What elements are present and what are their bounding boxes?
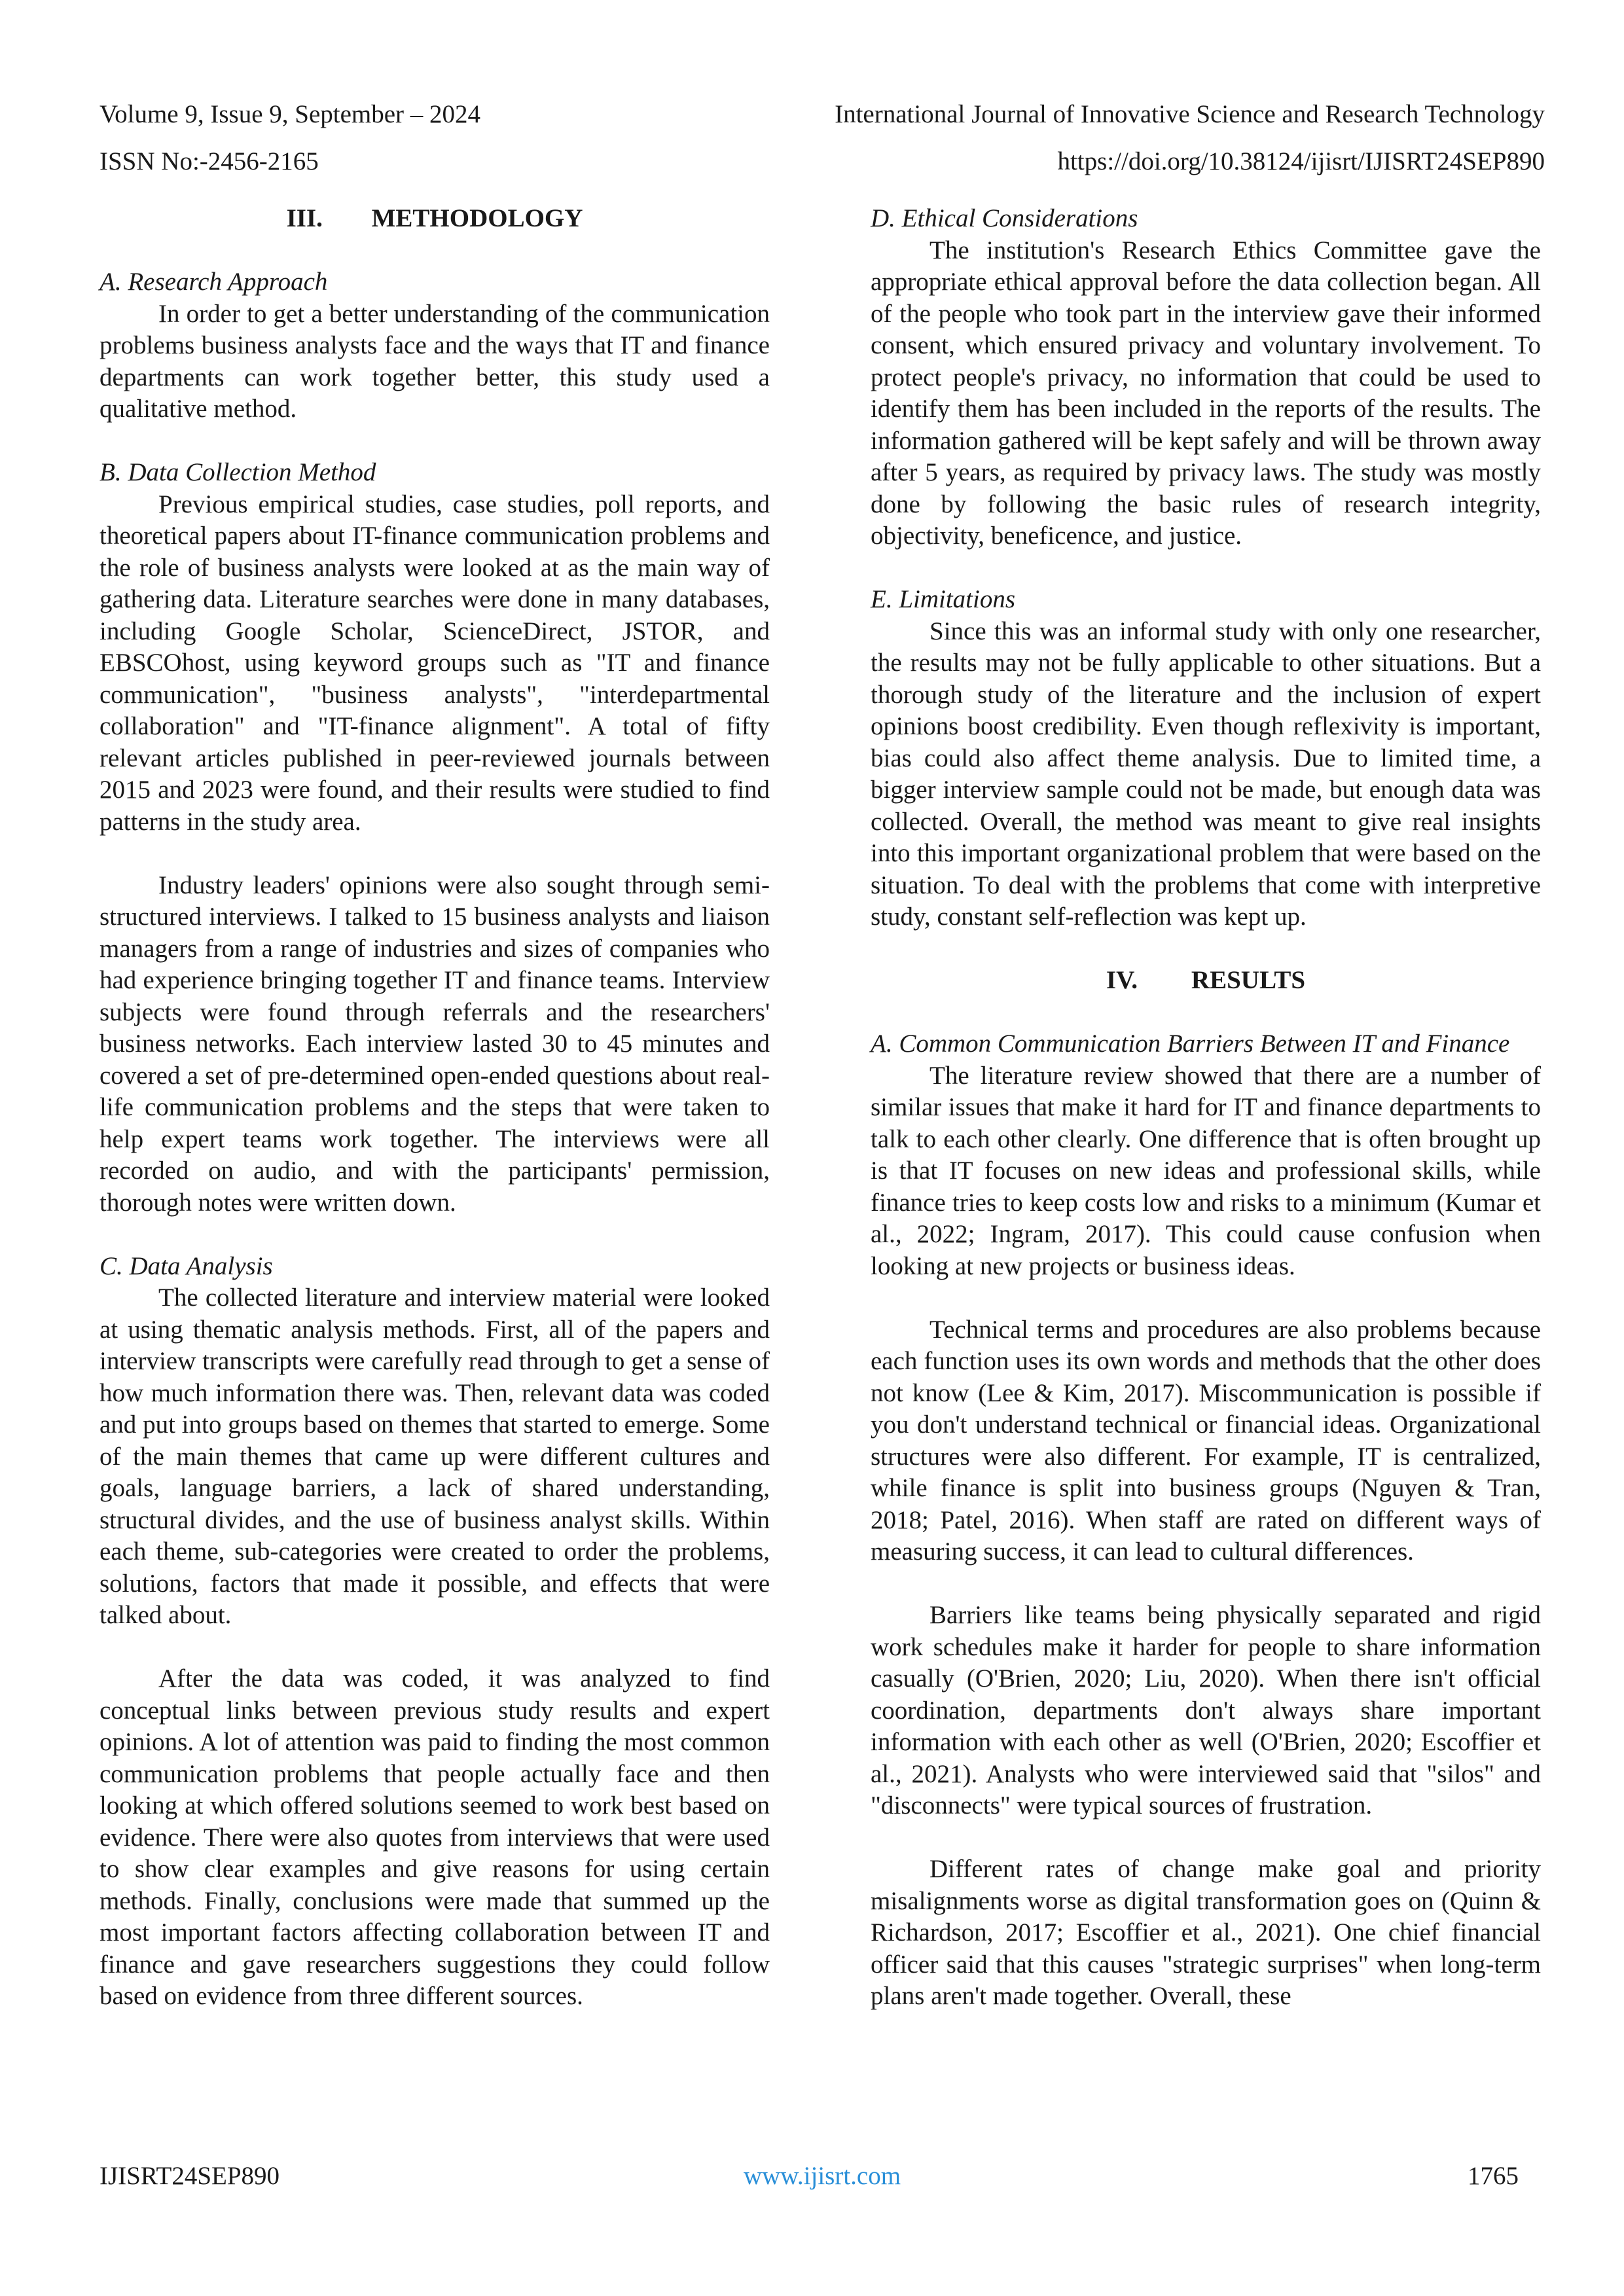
subsection-heading-research-approach: A. Research Approach (99, 268, 328, 296)
doi-link[interactable]: https://doi.org/10.38124/ijisrt/IJISRT24SEP890 (1057, 147, 1545, 175)
right-column (871, 203, 1541, 2013)
journal-website-link[interactable]: www.ijisrt.com (743, 2162, 901, 2190)
paragraph: The institution's Research Ethics Committee gave the appropriate ethical approval before the data collection began. All of the people who took part in the interview gave their informed consent, which ensured privacy and voluntary involvement. To protect people's privacy, no information that could be used to identify them has been included in the reports of the results. The information gathered will be kept safely and will be thrown away after 5 years, as required by privacy laws. The study was mostly done by following the basic rules of research integrity, objectivity, beneficence, and justice. (871, 236, 1541, 550)
subsection-heading-limitations: E. Limitations (871, 585, 1016, 613)
paragraph: Barriers like teams being physically separated and rigid work schedules make it harder for people to share information casually (O'Brien, 2020; Liu, 2020). When there isn't official coordination, departments don't always share important information with each other as well (O'Brien, 2020; Escoffier et al., 2021). Analysts who were interviewed said that "silos" and "disconnects" were typical sources of frustration. (871, 1601, 1541, 1820)
paragraph: The literature review showed that there are a number of similar issues that make it hard for IT and finance departments to talk to each other clearly. One difference that is often brought up is that IT focuses on new ideas and professional skills, while finance tries to keep costs low and risks to a minimum (Kumar et al., 2022; Ingram, 2017). This could cause confusion when looking at new projects or business ideas. (871, 1061, 1541, 1280)
section-number: III. (286, 204, 323, 232)
paragraph: In order to get a better understanding of the communication problems business analysts face and the ways that IT and finance departments can work together better, this study used a qualitative method. (99, 299, 770, 423)
subsection-heading-data-analysis: C. Data Analysis (99, 1251, 273, 1280)
paragraph: Previous empirical studies, case studies, poll reports, and theoretical papers about IT-finance communication problems and the role of business analysts were looked at as the main way of gathering data. Literature searches were done in many databases, including Google Scholar, ScienceDirect, JSTOR, and EBSCOhost, using keyword groups such as "IT and finance communication", "business analysts", "interdepartmental collaboration" and "IT-finance alignment". A total of fifty relevant articles published in peer-reviewed journals between 2015 and 2023 were found, and their results were studied to find patterns in the study area. (99, 490, 770, 836)
section-heading-results (871, 965, 1541, 997)
paragraph: The collected literature and interview material were looked at using thematic analysis methods. First, all of the papers and interview transcripts were carefully read through to get a sense of how much information there was. Then, relevant data was coded and put into groups based on themes that started to emerge. Some of the main themes that came up were different cultures and goals, language barriers, a lack of shared understanding, structural divides, and the use of business analyst skills. Within each theme, sub-categories were created to order the problems, solutions, factors that made it possible, and effects that were talked about. (99, 1283, 770, 1629)
volume-issue: Volume 9, Issue 9, September – 2024 (99, 100, 481, 128)
article-id: IJISRT24SEP890 (99, 2162, 280, 2190)
section-number: IV. (1106, 966, 1138, 994)
subsection-heading-ethical: D. Ethical Considerations (871, 204, 1138, 232)
journal-name: International Journal of Innovative Science and Research Technology (835, 100, 1545, 128)
paragraph: Technical terms and procedures are also problems because each function uses its own words and methods that the other does not know (Lee & Kim, 2017). Miscommunication is possible if you don't understand technical or financial ideas. Organizational structures were also different. For example, IT is centralized, while finance is split into business groups (Nguyen & Tran, 2018; Patel, 2016). When staff are rated on different ways of measuring success, it can lead to cultural differences. (871, 1315, 1541, 1566)
paragraph: Different rates of change make goal and priority misalignments worse as digital transformation goes on (Quinn & Richardson, 2017; Escoffier et al., 2021). One chief financial officer said that this causes "strategic surprises" when long-term plans aren't made together. Overall, these (871, 1855, 1541, 2010)
section-title: METHODOLOGY (371, 204, 583, 232)
page-number: 1765 (1468, 2162, 1519, 2190)
section-title: RESULTS (1191, 966, 1306, 994)
subsection-heading-data-collection: B. Data Collection Method (99, 458, 376, 486)
paragraph: After the data was coded, it was analyzed to find conceptual links between previous study results and expert opinions. A lot of attention was paid to finding the most common communication problems that people actually face and then looking at which offered solutions seemed to work best based on evidence. There were also quotes from interviews that were used to show clear examples and give reasons for using certain methods. Finally, conclusions were made that summed up the most important factors affecting collaboration between IT and finance and gave researchers suggestions they could follow based on evidence from three different sources. (99, 1664, 770, 2010)
paragraph: Since this was an informal study with only one researcher, the results may not be fully applicable to other situations. But a thorough study of the literature and the inclusion of expert opinions boost credibility. Even though reflexivity is important, bias could also affect theme analysis. Due to limited time, a bigger interview sample could not be made, but enough data was collected. Overall, the method was meant to give real insights into this important organizational problem that were based on the situation. To deal with the problems that come with interpretive study, constant self-reflection was kept up. (871, 617, 1541, 931)
left-column (99, 203, 770, 2013)
issn: ISSN No:-2456-2165 (99, 147, 319, 175)
paragraph: Industry leaders' opinions were also sought through semi-structured interviews. I talked to 15 business analysts and liaison managers from a range of industries and sizes of companies who had experience bringing together IT and finance teams. Interview subjects were found through referrals and the researchers' business networks. Each interview lasted 30 to 45 minutes and covered a set of pre-determined open-ended questions about real-life communication problems and the steps that were taken to help expert teams work together. The interviews were all recorded on audio, and with the participants' permission, thorough notes were written down. (99, 870, 770, 1217)
subsection-heading-barriers: A. Common Communication Barriers Between IT and Finance (871, 1030, 1510, 1058)
section-heading-methodology (99, 203, 770, 235)
